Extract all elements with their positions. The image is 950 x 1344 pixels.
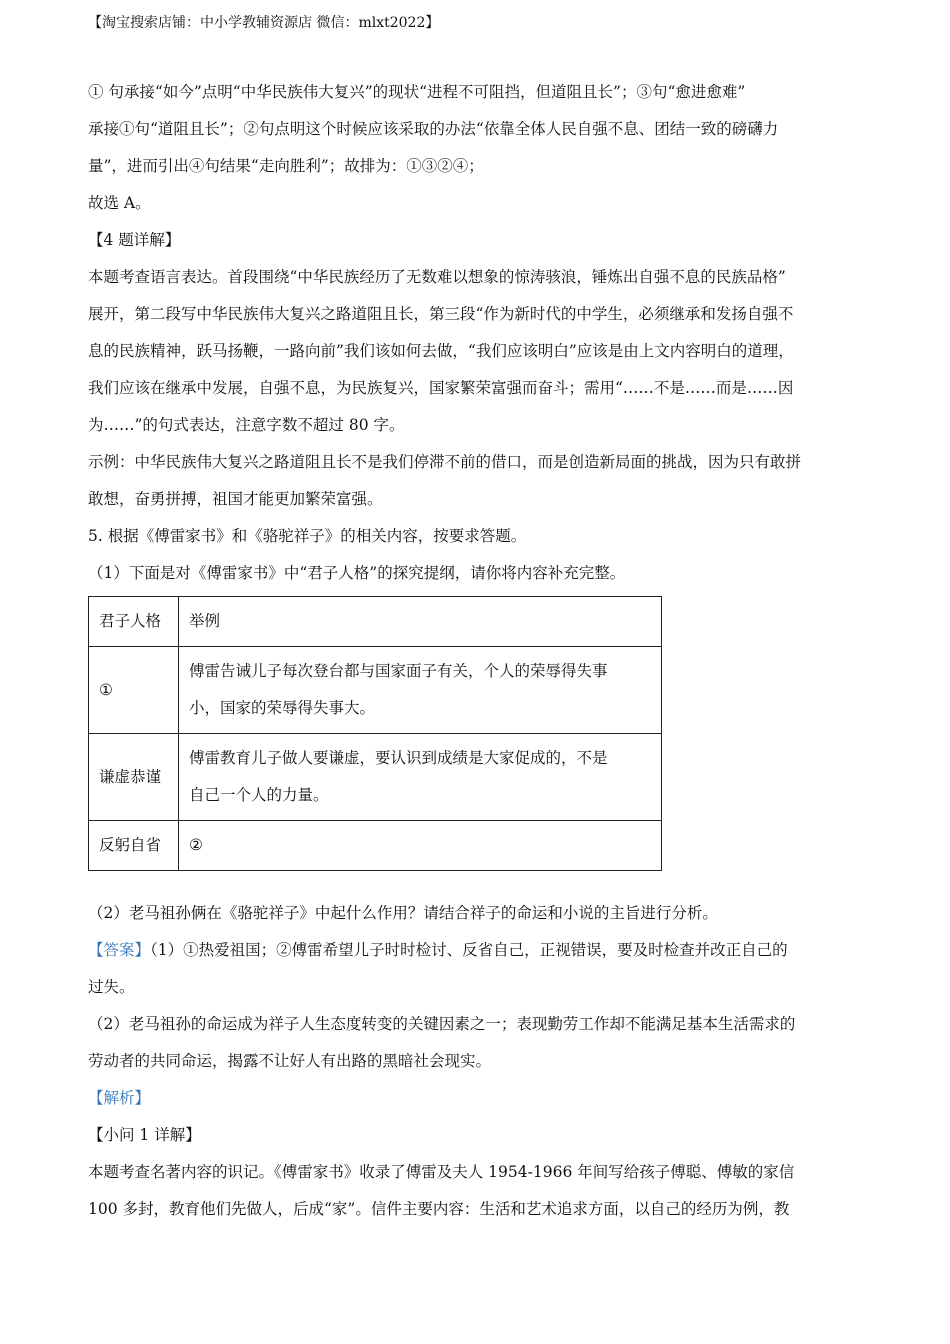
- page-header-watermark: 【淘宝搜索店铺：中小学教辅资源店 微信：mlxt2022】: [88, 15, 440, 31]
- table-row: [89, 647, 662, 734]
- table-example-line: 自己一个人的力量。: [189, 786, 329, 804]
- q4-detail-line: 展开，第二段写中华民族伟大复兴之路道阻且长，第三段“作为新时代的中学生，必须继承和发扬自强不: [88, 305, 794, 323]
- q4-detail-line: 本题考查语言表达。首段围绕“中华民族经历了无数难以想象的惊涛骇浪，锤炼出自强不息的民族品格”: [88, 268, 786, 286]
- q4-detail-line: 我们应该在继承中发展，自强不息，为民族复兴，国家繁荣富强而奋斗；需用“……不是……而是……因: [88, 379, 794, 397]
- q3-analysis-line: 承接①句“道阻且长”；②句点明这个时候应该采取的办法“依靠全体人民自强不息、团结一致的磅礴力: [88, 120, 779, 138]
- q4-detail-line: 为……”的句式表达，注意字数不超过 80 字。: [88, 416, 405, 434]
- table-header-cell: 举例: [179, 597, 662, 647]
- answer-line: [88, 932, 868, 969]
- table-example-line: 傅雷教育儿子做人要谦虚，要认识到成绩是大家促成的，不是: [189, 749, 608, 767]
- q5-sub1: （1）下面是对《傅雷家书》中“君子人格”的探究提纲，请你将内容补充完整。: [88, 564, 626, 582]
- answer-line: （2）老马祖孙的命运成为祥子人生态度转变的关键因素之一；表现勤劳工作却不能满足基本生活需求的: [88, 1015, 796, 1033]
- analysis-line: 100 多封，教育他们先做人，后成“家”。信件主要内容：生活和艺术追求方面，以自己的经历为例，教: [88, 1200, 790, 1218]
- q3-choice: 故选 A。: [88, 194, 151, 212]
- q4-example-line: 敢想，奋勇拼搏，祖国才能更加繁荣富强。: [88, 490, 383, 508]
- document-body: [88, 74, 868, 1228]
- table-row: [89, 821, 662, 871]
- q4-heading: 【4 题详解】: [88, 231, 181, 249]
- answer-line: 劳动者的共同命运，揭露不让好人有出路的黑暗社会现实。: [88, 1052, 492, 1070]
- table-example-cell: [179, 734, 662, 821]
- table-trait-cell: ①: [89, 647, 179, 734]
- table-trait-cell: 反躬自省: [89, 821, 179, 871]
- table-row: [89, 734, 662, 821]
- q5-sub2: （2）老马祖孙俩在《骆驼祥子》中起什么作用？请结合祥子的命运和小说的主旨进行分析。: [88, 904, 718, 922]
- analysis-tag: 【解析】: [88, 1089, 151, 1107]
- table-header-cell: 君子人格: [89, 597, 179, 647]
- table-example-cell: [179, 647, 662, 734]
- q4-detail-line: 息的民族精神，跃马扬鞭，一路向前”我们该如何去做，“我们应该明白”应该是由上文内容明白的道理，: [88, 342, 794, 360]
- analysis-sub-heading: 【小问 1 详解】: [88, 1126, 201, 1144]
- table-example-line: 傅雷告诫儿子每次登台都与国家面子有关，个人的荣辱得失事: [189, 662, 608, 680]
- gentleman-personality-table: [88, 596, 662, 871]
- table-header-row: [89, 597, 662, 647]
- answer-tag: 【答案】: [88, 941, 151, 959]
- q3-analysis-line: 量”，进而引出④句结果“走向胜利”；故排为：①③②④；: [88, 157, 484, 175]
- answer-line: 过失。: [88, 978, 135, 996]
- q3-analysis-line: ① 句承接“如今”点明“中华民族伟大复兴”的现状“进程不可阻挡，但道阻且长”；③句“愈进愈难”: [88, 83, 746, 101]
- answer-text: （1）①热爱祖国；②傅雷希望儿子时时检讨、反省自己，正视错误，要及时检查并改正自己的: [150, 941, 788, 959]
- q4-example-line: 示例：中华民族伟大复兴之路道阻且长不是我们停滞不前的借口，而是创造新局面的挑战，因为只有敢拼: [88, 453, 802, 471]
- analysis-line: 本题考查名著内容的识记。《傅雷家书》收录了傅雷及夫人 1954-1966 年间写给孩子傅聪、傅敏的家信: [88, 1163, 795, 1181]
- table-example-cell: ②: [179, 821, 662, 871]
- q5-stem: 5. 根据《傅雷家书》和《骆驼祥子》的相关内容，按要求答题。: [88, 527, 527, 545]
- table-example-line: 小，国家的荣辱得失事大。: [189, 699, 376, 717]
- table-trait-cell: 谦虚恭谨: [89, 734, 179, 821]
